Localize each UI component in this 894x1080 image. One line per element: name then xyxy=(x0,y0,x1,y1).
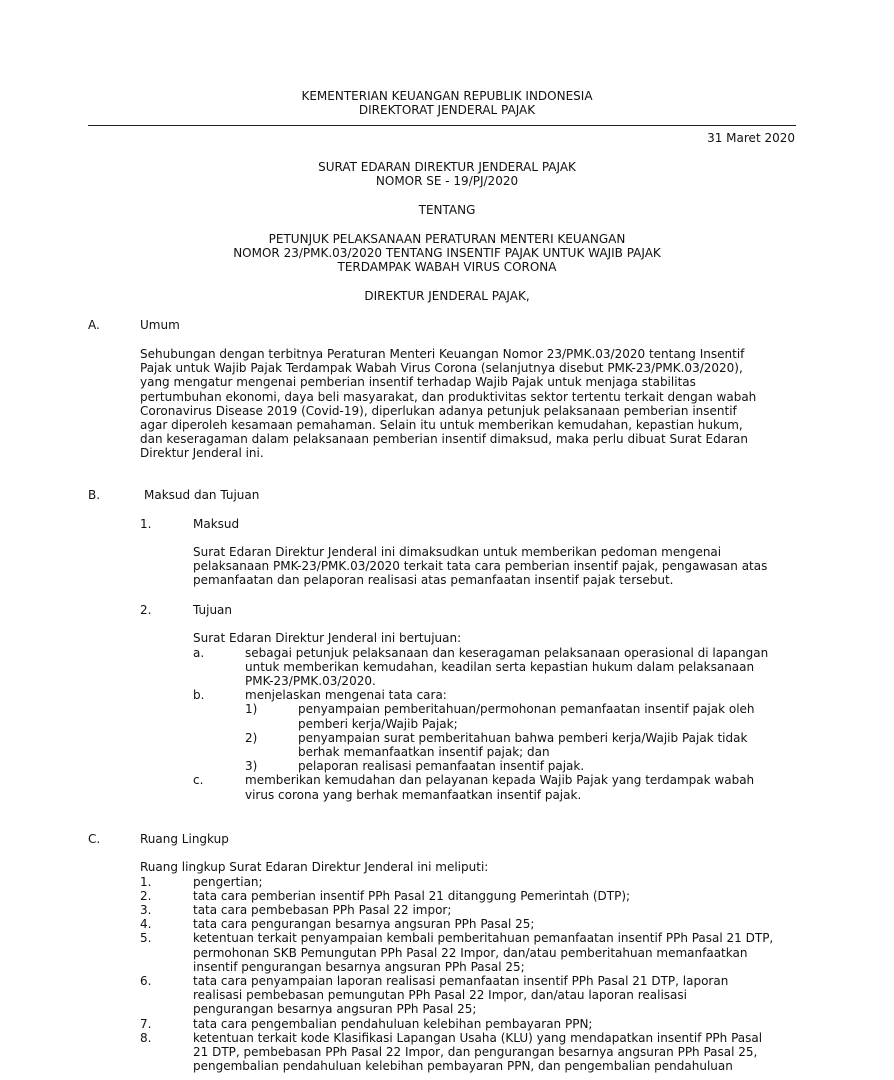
list-item xyxy=(140,931,773,974)
ministry-name: KEMENTERIAN KEUANGAN REPUBLIK INDONESIA xyxy=(301,89,593,103)
paragraph-line: Pajak untuk Wajib Pajak Terdampak Wabah Virus Corona (selanjutnya disebut PMK-23/PMK.03/2020), xyxy=(140,361,743,376)
section-b-marker: B. xyxy=(88,488,101,502)
list-item-text: tata cara pengurangan besarnya angsuran PPh Pasal 25; xyxy=(193,917,535,932)
paragraph-line: pelaksanaan PMK-23/PMK.03/2020 terkait tata cara pemberian insentif pajak, pengawasan atas xyxy=(193,559,768,574)
list-marker: 3) xyxy=(245,759,258,774)
directorate-name: DIREKTORAT JENDERAL PAJAK xyxy=(358,103,536,117)
list-item-text: tata cara penyampaian laporan realisasi pemanfaatan insentif PPh Pasal 21 DTP, laporan xyxy=(193,973,729,988)
list-marker: 4. xyxy=(140,917,152,932)
list-marker: 1) xyxy=(245,702,258,717)
paragraph-line: dan keseragaman dalam pelaksanaan pemberian insentif dimaksud, maka perlu dibuat Surat Edaran xyxy=(140,432,748,447)
list-item-text: untuk memberikan kemudahan, keadilan serta kepastian hukum dalam pelaksanaan xyxy=(245,659,755,674)
list-item xyxy=(140,903,773,917)
list-marker: 6. xyxy=(140,973,152,988)
section-c-marker: C. xyxy=(88,832,101,846)
list-item xyxy=(193,646,768,689)
maksud-paragraph xyxy=(193,545,767,588)
list-item-text: ketentuan terkait kode Klasifikasi Lapangan Usaha (KLU) yang mendapatkan insentif PPh Pasal xyxy=(193,1030,763,1045)
list-item-text: penyampaian pemberitahuan/permohonan pemanfaatan insentif pajak oleh xyxy=(298,702,755,717)
sub-2-heading: Tujuan xyxy=(193,603,233,617)
section-a-marker: A. xyxy=(88,318,100,332)
list-item-text: 21 DTP, pembebasan PPh Pasal 22 Impor, dan pengurangan besarnya angsuran PPh Pasal 25, xyxy=(193,1044,758,1059)
tujuan-list xyxy=(193,646,768,802)
subject-line: TERDAMPAK WABAH VIRUS CORONA xyxy=(337,260,557,274)
sub-list-item xyxy=(245,731,768,759)
section-b-heading: Maksud dan Tujuan xyxy=(144,488,260,502)
section-a-paragraph xyxy=(140,347,756,461)
list-item xyxy=(140,1031,773,1074)
list-marker: 2) xyxy=(245,730,258,745)
list-item xyxy=(140,917,773,931)
sub-1-heading: Maksud xyxy=(193,517,240,531)
list-item-text: tata cara pemberian insentif PPh Pasal 21 ditanggung Pemerintah (DTP); xyxy=(193,888,631,903)
scope-list xyxy=(140,875,773,1074)
paragraph-line: Direktur Jenderal ini. xyxy=(140,446,264,461)
paragraph-line: pertumbuhan ekonomi, daya beli masyarakat, dan produktivitas sektor tertentu terkait dengan wabah xyxy=(140,389,757,404)
sub-1-marker: 1. xyxy=(140,517,152,531)
list-marker: 1. xyxy=(140,874,152,889)
list-item xyxy=(193,688,768,773)
list-marker: 8. xyxy=(140,1030,152,1045)
list-item xyxy=(193,773,768,801)
list-item-text: ketentuan terkait penyampaian kembali pemberitahuan pemanfaatan insentif PPh Pasal 21 DTP, xyxy=(193,931,774,946)
header-divider xyxy=(88,125,796,126)
paragraph-line: pemanfaatan dan pelaporan realisasi atas pemanfaatan insentif pajak tersebut. xyxy=(193,573,674,588)
list-item-text: pelaporan realisasi pemanfaatan insentif pajak. xyxy=(298,759,585,774)
subject-line: PETUNJUK PELAKSANAAN PERATURAN MENTERI KEUANGAN xyxy=(268,232,626,246)
tentang-label: TENTANG xyxy=(418,203,476,217)
list-item-text: virus corona yang berhak memanfaatkan insentif pajak. xyxy=(245,787,582,802)
paragraph-line: agar diperoleh kesamaan pemahaman. Selain itu untuk memberikan kemudahan, kepastian hukum, xyxy=(140,418,743,433)
list-marker: 2. xyxy=(140,888,152,903)
sub-list-item xyxy=(245,702,768,730)
list-marker: 3. xyxy=(140,902,152,917)
paragraph-line: Surat Edaran Direktur Jenderal ini dimaksudkan untuk memberikan pedoman mengenai xyxy=(193,545,722,559)
document-type: SURAT EDARAN DIREKTUR JENDERAL PAJAK xyxy=(318,160,576,174)
section-a-heading: Umum xyxy=(140,318,180,332)
list-item-text: realisasi pembebasan pemungutan PPh Pasal 22 Impor, dan/atau laporan realisasi xyxy=(193,988,687,1003)
list-marker: a. xyxy=(193,645,205,660)
sub-2-marker: 2. xyxy=(140,603,152,617)
list-item xyxy=(140,1017,773,1031)
list-item-text: menjelaskan mengenai tata cara: xyxy=(245,688,447,703)
list-item-text: pemberi kerja/Wajib Pajak; xyxy=(298,716,458,731)
list-item-text: permohonan SKB Pemungutan PPh Pasal 22 Impor, dan/atau pemberitahuan memanfaatkan xyxy=(193,945,748,960)
list-item-text: pengembalian pendahuluan kelebihan pembayaran PPN, dan pengembalian pendahuluan xyxy=(193,1059,733,1074)
list-item xyxy=(140,875,773,889)
list-item-text: penyampaian surat pemberitahuan bahwa pemberi kerja/Wajib Pajak tidak xyxy=(298,730,748,745)
list-marker: b. xyxy=(193,688,205,703)
list-item-text: tata cara pengembalian pendahuluan kelebihan pembayaran PPN; xyxy=(193,1016,593,1031)
list-item-text: berhak memanfaatkan insentif pajak; dan xyxy=(298,744,550,759)
list-item-text: insentif pengurangan besarnya angsuran PPh Pasal 25; xyxy=(193,959,525,974)
list-item-text: tata cara pembebasan PPh Pasal 22 impor; xyxy=(193,902,452,917)
list-item-text: pengertian; xyxy=(193,874,263,889)
list-item xyxy=(140,889,773,903)
section-c-heading: Ruang Lingkup xyxy=(140,832,229,846)
paragraph-line: yang mengatur mengenai pemberian insentif terhadap Wajib Pajak untuk menjaga stabilitas xyxy=(140,375,696,390)
section-c-intro: Ruang lingkup Surat Edaran Direktur Jenderal ini meliputi: xyxy=(140,860,489,874)
paragraph-line: Coronavirus Disease 2019 (Covid-19), diperlukan adanya petunjuk pelaksanaan pemberian insentif xyxy=(140,403,737,418)
sub-list-item xyxy=(245,759,768,773)
list-item-text: sebagai petunjuk pelaksanaan dan keseragaman pelaksanaan operasional di lapangan xyxy=(245,645,769,660)
document-date: 31 Maret 2020 xyxy=(707,131,795,145)
director-heading: DIREKTUR JENDERAL PAJAK, xyxy=(364,289,530,303)
list-marker: 5. xyxy=(140,931,152,946)
list-item xyxy=(140,974,773,1017)
list-item-text: PMK-23/PMK.03/2020. xyxy=(245,673,376,688)
list-marker: c. xyxy=(193,773,204,788)
list-item-text: memberikan kemudahan dan pelayanan kepada Wajib Pajak yang terdampak wabah xyxy=(245,773,755,788)
list-item-text: pengurangan besarnya angsuran PPh Pasal 25; xyxy=(193,1002,477,1017)
paragraph-line: Sehubungan dengan terbitnya Peraturan Menteri Keuangan Nomor 23/PMK.03/2020 tentang Insentif xyxy=(140,347,745,361)
subject-line: NOMOR 23/PMK.03/2020 TENTANG INSENTIF PAJAK UNTUK WAJIB PAJAK xyxy=(233,246,661,260)
list-marker: 7. xyxy=(140,1016,152,1031)
document-number: NOMOR SE - 19/PJ/2020 xyxy=(375,174,519,188)
tujuan-intro: Surat Edaran Direktur Jenderal ini bertujuan: xyxy=(193,631,462,645)
